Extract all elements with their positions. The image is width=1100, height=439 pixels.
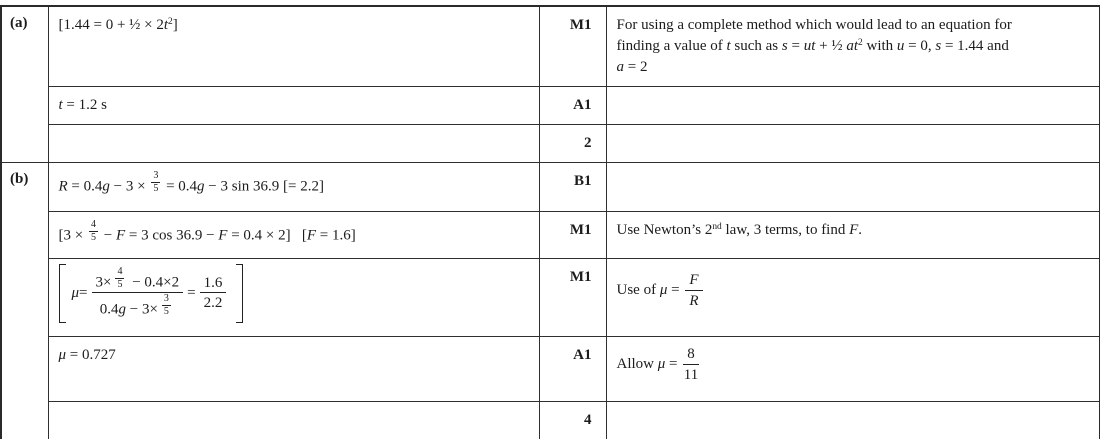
part-label-b: (b) [1,163,48,439]
comment-cell: Use Newton’s 2nd law, 3 terms, to find F. [606,212,1100,259]
table-row [1,402,1100,439]
mark-cell: A1 [539,87,606,125]
mark-cell: B1 [539,163,606,212]
part-label-a: (a) [1,6,48,163]
working-cell [48,402,539,439]
comment-cell [606,402,1100,439]
table-row [1,125,1100,163]
working-cell: R = 0.4g − 3 × $\frac{3}{5}$ = 0.4g − 3 sin 36.9 [= 2.2] [48,163,539,212]
comment-cell: Use of μ = $\frac{F}{R}$ [606,259,1100,337]
working-cell: μ = 0.727 [48,337,539,402]
comment-cell: Allow μ = $\frac{8}{11}$ [606,337,1100,402]
comment-cell [606,125,1100,163]
table-row [1,337,1100,402]
mark-total-cell: 4 [539,402,606,439]
working-cell: [3 × $\frac{4}{5}$ − F = 3 cos 36.9 − F = 0.4 × 2] [F = 1.6] [48,212,539,259]
table-row [1,212,1100,259]
working-cell [48,125,539,163]
table-row [1,87,1100,125]
mark-cell: M1 [539,212,606,259]
working-cell: [1.44 = 0 + ½ × $2t^2$] [48,6,539,87]
mark-cell: M1 [539,259,606,337]
mark-total-cell: 2 [539,125,606,163]
mark-scheme-page [0,5,1100,439]
comment-cell: For using a complete method which would lead to an equation for finding a value of t such as s = ut + ½ $at^2$ with u = 0, s = 1.44 and a = 2 [606,6,1100,87]
table-row [1,163,1100,212]
working-cell: t = 1.2 s [48,87,539,125]
mark-scheme-table [0,5,1100,439]
table-row [1,6,1100,87]
working-cell: μ = 3× $\frac{4}{5}$ − 0.4×2 0.4g − 3× $\frac{3}{5}$ = $\frac{1.6}{2.2}$ [48,259,539,337]
comment-cell [606,163,1100,212]
table-row [1,259,1100,337]
comment-cell [606,87,1100,125]
mark-cell: A1 [539,337,606,402]
mark-cell: M1 [539,6,606,87]
